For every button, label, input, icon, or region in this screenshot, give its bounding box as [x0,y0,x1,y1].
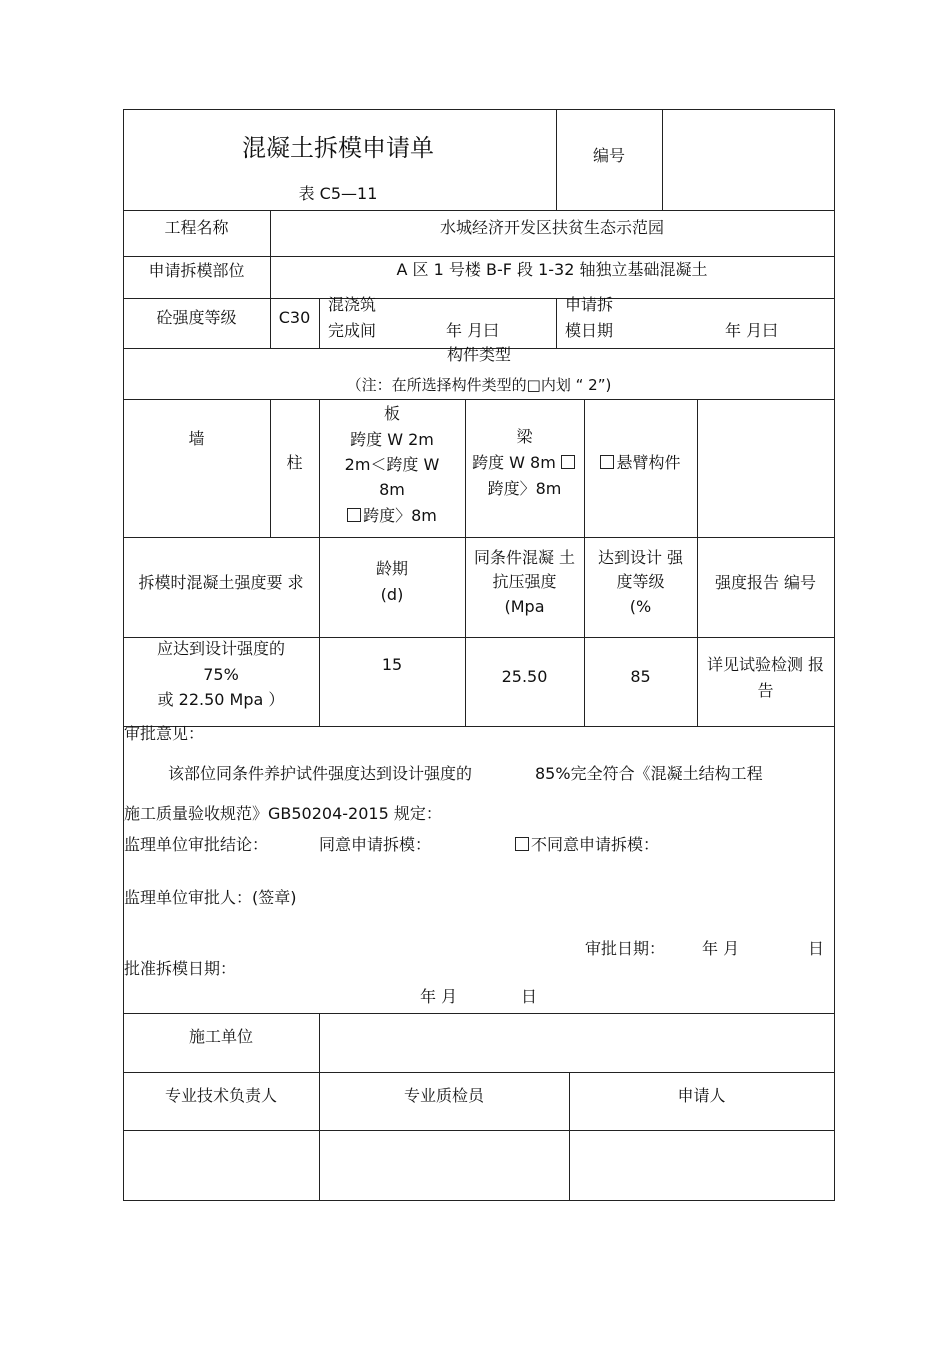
beam-option-2[interactable]: 跨度〉8m [487,479,562,498]
slab-option-3[interactable] [319,506,465,526]
slab-option-3-label: 跨度〉8m [363,506,437,525]
apply-label-line1: 申请拆 [565,295,614,314]
applicant-label: 申请人 [677,1086,726,1105]
report-value-1: 详见试验检测 报 [706,655,825,674]
demolition-part-label: 申请拆模部位 [148,261,245,280]
checkbox-icon[interactable] [515,837,529,851]
disagree-option[interactable] [515,835,659,855]
demolition-part-value: A 区 1 号楼 B-F 段 1-32 轴独立基础混凝土 [396,260,708,279]
required-strength-3: 或 22.50 Mpa ） [157,690,285,709]
apply-date: 年 月曰 [725,321,779,340]
project-name-label: 工程名称 [164,218,229,237]
age-header: 龄期 [375,559,408,578]
conclusion-label: 监理单位审批结论： [124,835,269,854]
approval-text-1b: 85%完全符合《混凝土结构工程 [535,764,763,783]
form-title: 混凝土拆模申请单 [242,134,434,162]
wall-option[interactable]: 墙 [188,429,205,448]
approval-text-2: 施工质量验收规范》GB50204-2015 规定： [124,804,442,823]
agree-option[interactable]: 同意申请拆模： [319,835,432,854]
approved-date-label: 批准拆模日期： [124,959,237,978]
table-number: 表 C5—11 [298,184,378,203]
tech-lead-label: 专业技术负责人 [164,1086,277,1105]
checkbox-icon[interactable] [600,455,614,469]
approval-text-1a: 该部位同条件养护试件强度达到设计强度的 [168,764,473,783]
pour-label-line2: 完成间 [328,321,377,340]
slab-option-1[interactable]: 跨度 W 2m [350,430,434,449]
column-option[interactable]: 柱 [286,453,303,472]
report-value-2: 告 [757,681,774,700]
approval-title: 审批意见： [124,724,205,743]
cond-header-2: 抗压强度 [492,572,557,591]
requirement-label: 拆模时混凝土强度要 求 [138,573,304,592]
construction-unit-label: 施工单位 [188,1027,253,1046]
cond-header-1: 同条件混凝 土 [473,548,576,567]
number-label: 编号 [592,146,625,165]
cantilever-label: 悬臂构件 [616,453,681,472]
strength-grade-value: C30 [278,308,311,327]
slab-option-2[interactable]: 2m＜跨度 W [344,455,440,474]
age-unit: (d) [380,585,404,604]
approved-date-ym: 年 月 [420,987,458,1006]
report-header: 强度报告 编号 [714,573,817,592]
cond-header-3: (Mpa [504,597,545,616]
approver-label: 监理单位审批人：(签章) [124,888,297,907]
beam-option-1[interactable] [465,453,584,473]
design-header-3: (% [629,597,652,616]
approval-date-d: 日 [808,939,825,958]
checkbox-icon[interactable] [347,508,361,522]
cond-strength-value: 25.50 [501,667,548,686]
component-type-title: 构件类型 [446,345,511,364]
beam-title: 梁 [516,427,533,446]
cantilever-option[interactable] [584,453,697,473]
design-header-1: 达到设计 强 [597,548,684,567]
disagree-label: 不同意申请拆模： [531,835,660,854]
approval-date-label: 审批日期： [585,939,666,958]
checkbox-icon[interactable] [561,455,575,469]
project-name-value: 水城经济开发区扶贫生态示范园 [439,218,664,237]
strength-grade-label: 砼强度等级 [156,308,237,327]
design-header-2: 度等级 [616,572,665,591]
demolition-application-form [123,109,835,1201]
component-type-note: （注：在所选择构件类型的□内划 “ 2”) [346,376,612,394]
approval-date-ym: 年 月 [702,939,740,958]
age-value: 15 [381,655,403,674]
apply-label-line2: 模日期 [565,321,614,340]
required-strength-1: 应达到设计强度的 [156,639,285,658]
required-strength-2: 75% [203,665,239,684]
beam-option-1-label: 跨度 W 8m [472,453,556,472]
slab-option-2-cont: 8m [379,480,405,499]
slab-title: 板 [383,404,400,423]
design-percent-value: 85 [630,667,651,686]
pour-date: 年 月曰 [446,321,500,340]
approved-date-d: 日 [521,987,538,1006]
pour-label-line1: 混浇筑 [328,295,377,314]
quality-inspector-label: 专业质检员 [403,1086,484,1105]
